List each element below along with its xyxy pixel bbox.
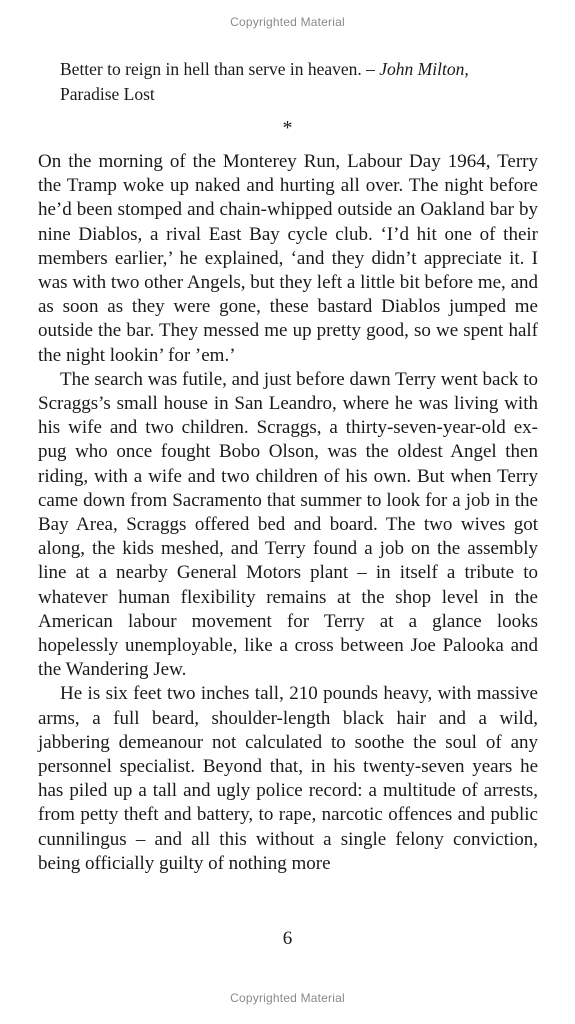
body-text <box>38 150 538 876</box>
paragraph-2: The search was futile, and just before dawn Terry went back to Scraggs’s small house in San Leandro, where he was living with his wife and two children. Scraggs, a thirty-seven-year-old ex-pug who once fought Bobo Olson, was the oldest Angel then riding, with a wife and two children of his own. But when Terry came down from Sacramento that summer to look for a job in the Bay Area, Scraggs offered bed and board. The two wives got along, the kids meshed, and Terry found a job on the assembly line at a nearby General Motors plant – in itself a tribute to whatever human flexibility remains at the shop level in the American labour movement for Terry at a glance looks hopelessly unemployable, like a cross between Joe Palooka and the Wandering Jew. <box>38 368 538 681</box>
copyright-watermark-bottom: Copyrighted Material <box>230 991 345 1005</box>
epigraph-author: John Milton, <box>379 59 469 79</box>
epigraph-work: Paradise Lost <box>60 84 155 104</box>
epigraph-quote: Better to reign in hell than serve in heaven. – <box>60 59 380 79</box>
page-number: 6 <box>282 928 293 949</box>
paragraph-1: On the morning of the Monterey Run, Labour Day 1964, Terry the Tramp woke up naked and hurting all over. The night before he’d been stomped and chain-whipped outside an Oakland bar by nine Diablos, a rival East Bay cycle club. ‘I’d hit one of their members earlier,’ he explained, ‘and they didn’t appreciate it. I was with two other Angels, but they left a little bit before me, and as soon as they were gone, these bastard Diablos jumped me outside the bar. They messed me up pretty good, so we spent half the night lookin’ for ’em.’ <box>38 151 538 366</box>
paragraph-3: He is six feet two inches tall, 210 pounds heavy, with massive arms, a full beard, shoulder-length black hair and a wild, jabbering demeanour not calculated to soothe the soul of any personnel specialist. Beyond that, in his twenty-seven years he has piled up a tall and ugly police record: a multitude of arrests, from petty theft and battery, to rape, narcotic offences and public cunnilingus – and all this without a single felony conviction, being officially guilty of nothing more <box>38 683 538 874</box>
epigraph <box>60 57 540 107</box>
section-separator: * <box>282 117 293 139</box>
copyright-watermark-top: Copyrighted Material <box>230 15 345 29</box>
